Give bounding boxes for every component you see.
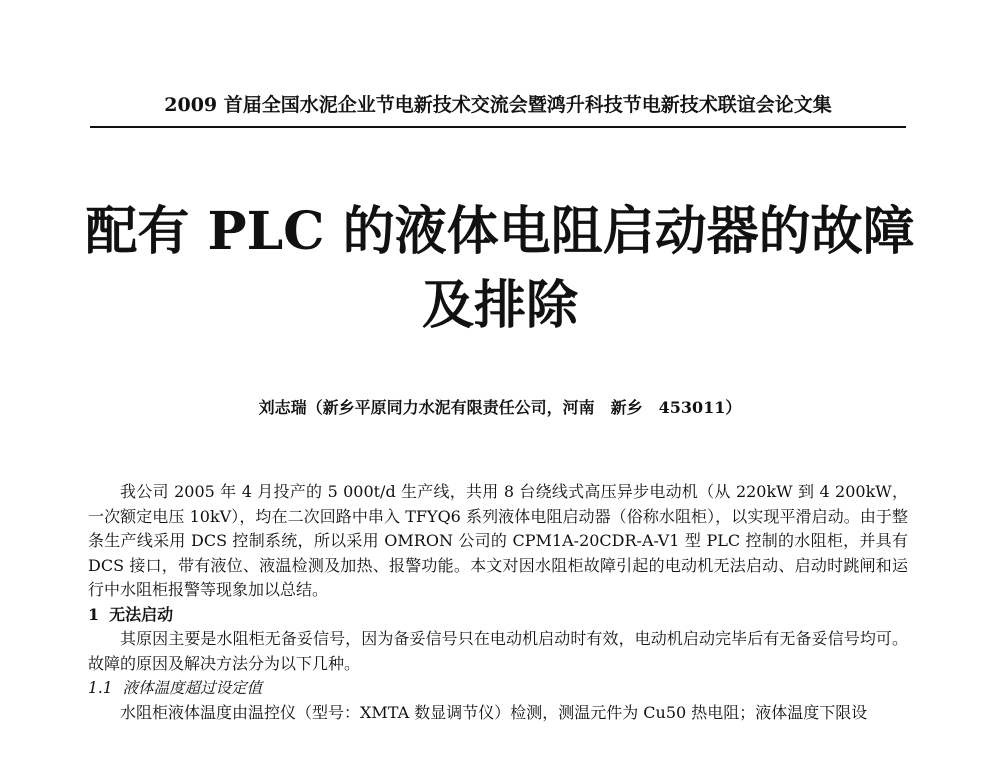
subsection-heading xyxy=(88,676,908,701)
section-title: 无法启动 xyxy=(109,604,174,624)
author-name: 刘志瑞 xyxy=(258,398,307,417)
section-heading xyxy=(88,603,908,628)
title-line-1: 配有 PLC 的液体电阻启动器的故障 xyxy=(85,201,915,262)
author-affiliation: （新乡平原同力水泥有限责任公司，河南 新乡 453011） xyxy=(306,398,742,417)
title-line-2: 及排除 xyxy=(421,275,578,336)
subsection-title: 液体温度超过设定值 xyxy=(122,679,263,697)
subsection-paragraph: 水阻柜液体温度由温控仪（型号：XMTA 数显调节仪）检测，测温元件为 Cu50 热电阻；液体温度下限设 xyxy=(120,702,868,722)
header-rule xyxy=(90,126,906,128)
section-paragraph: 其原因主要是水阻柜无备妥信号，因为备妥信号只在电动机启动时有效，电动机启动完毕后有无备妥信号均可。故障的原因及解决方法分为以下几种。 xyxy=(88,629,908,673)
subsection-number: 1.1 xyxy=(88,679,113,697)
running-header: 2009 首届全国水泥企业节电新技术交流会暨鸿升科技节电新技术联谊会论文集 xyxy=(164,94,832,116)
body-text xyxy=(88,480,908,725)
author-line xyxy=(60,395,940,418)
intro-paragraph: 我公司 2005 年 4 月投产的 5 000t/d 生产线，共用 8 台绕线式高压异步电动机（从 220kW 到 4 200kW，一次额定电压 10kV），均在二次回路中串入 TFYQ6 系列液体电阻启动器（俗称水阻柜），以实现平滑启动。由于整条生产线采用 DCS 控制系统，所以采用 OMRON 公司的 CPM1A-20CDR-A-V1 型 PLC 控制的水阻柜，并具有 DCS 接口，带有液位、液温检测及加热、报警功能。本文对因水阻柜故障引起的电动机无法启动、启动时跳闸和运行中水阻柜报警等现象加以总结。 xyxy=(88,482,908,599)
paper-title xyxy=(60,195,940,343)
section-number: 1 xyxy=(88,604,100,624)
